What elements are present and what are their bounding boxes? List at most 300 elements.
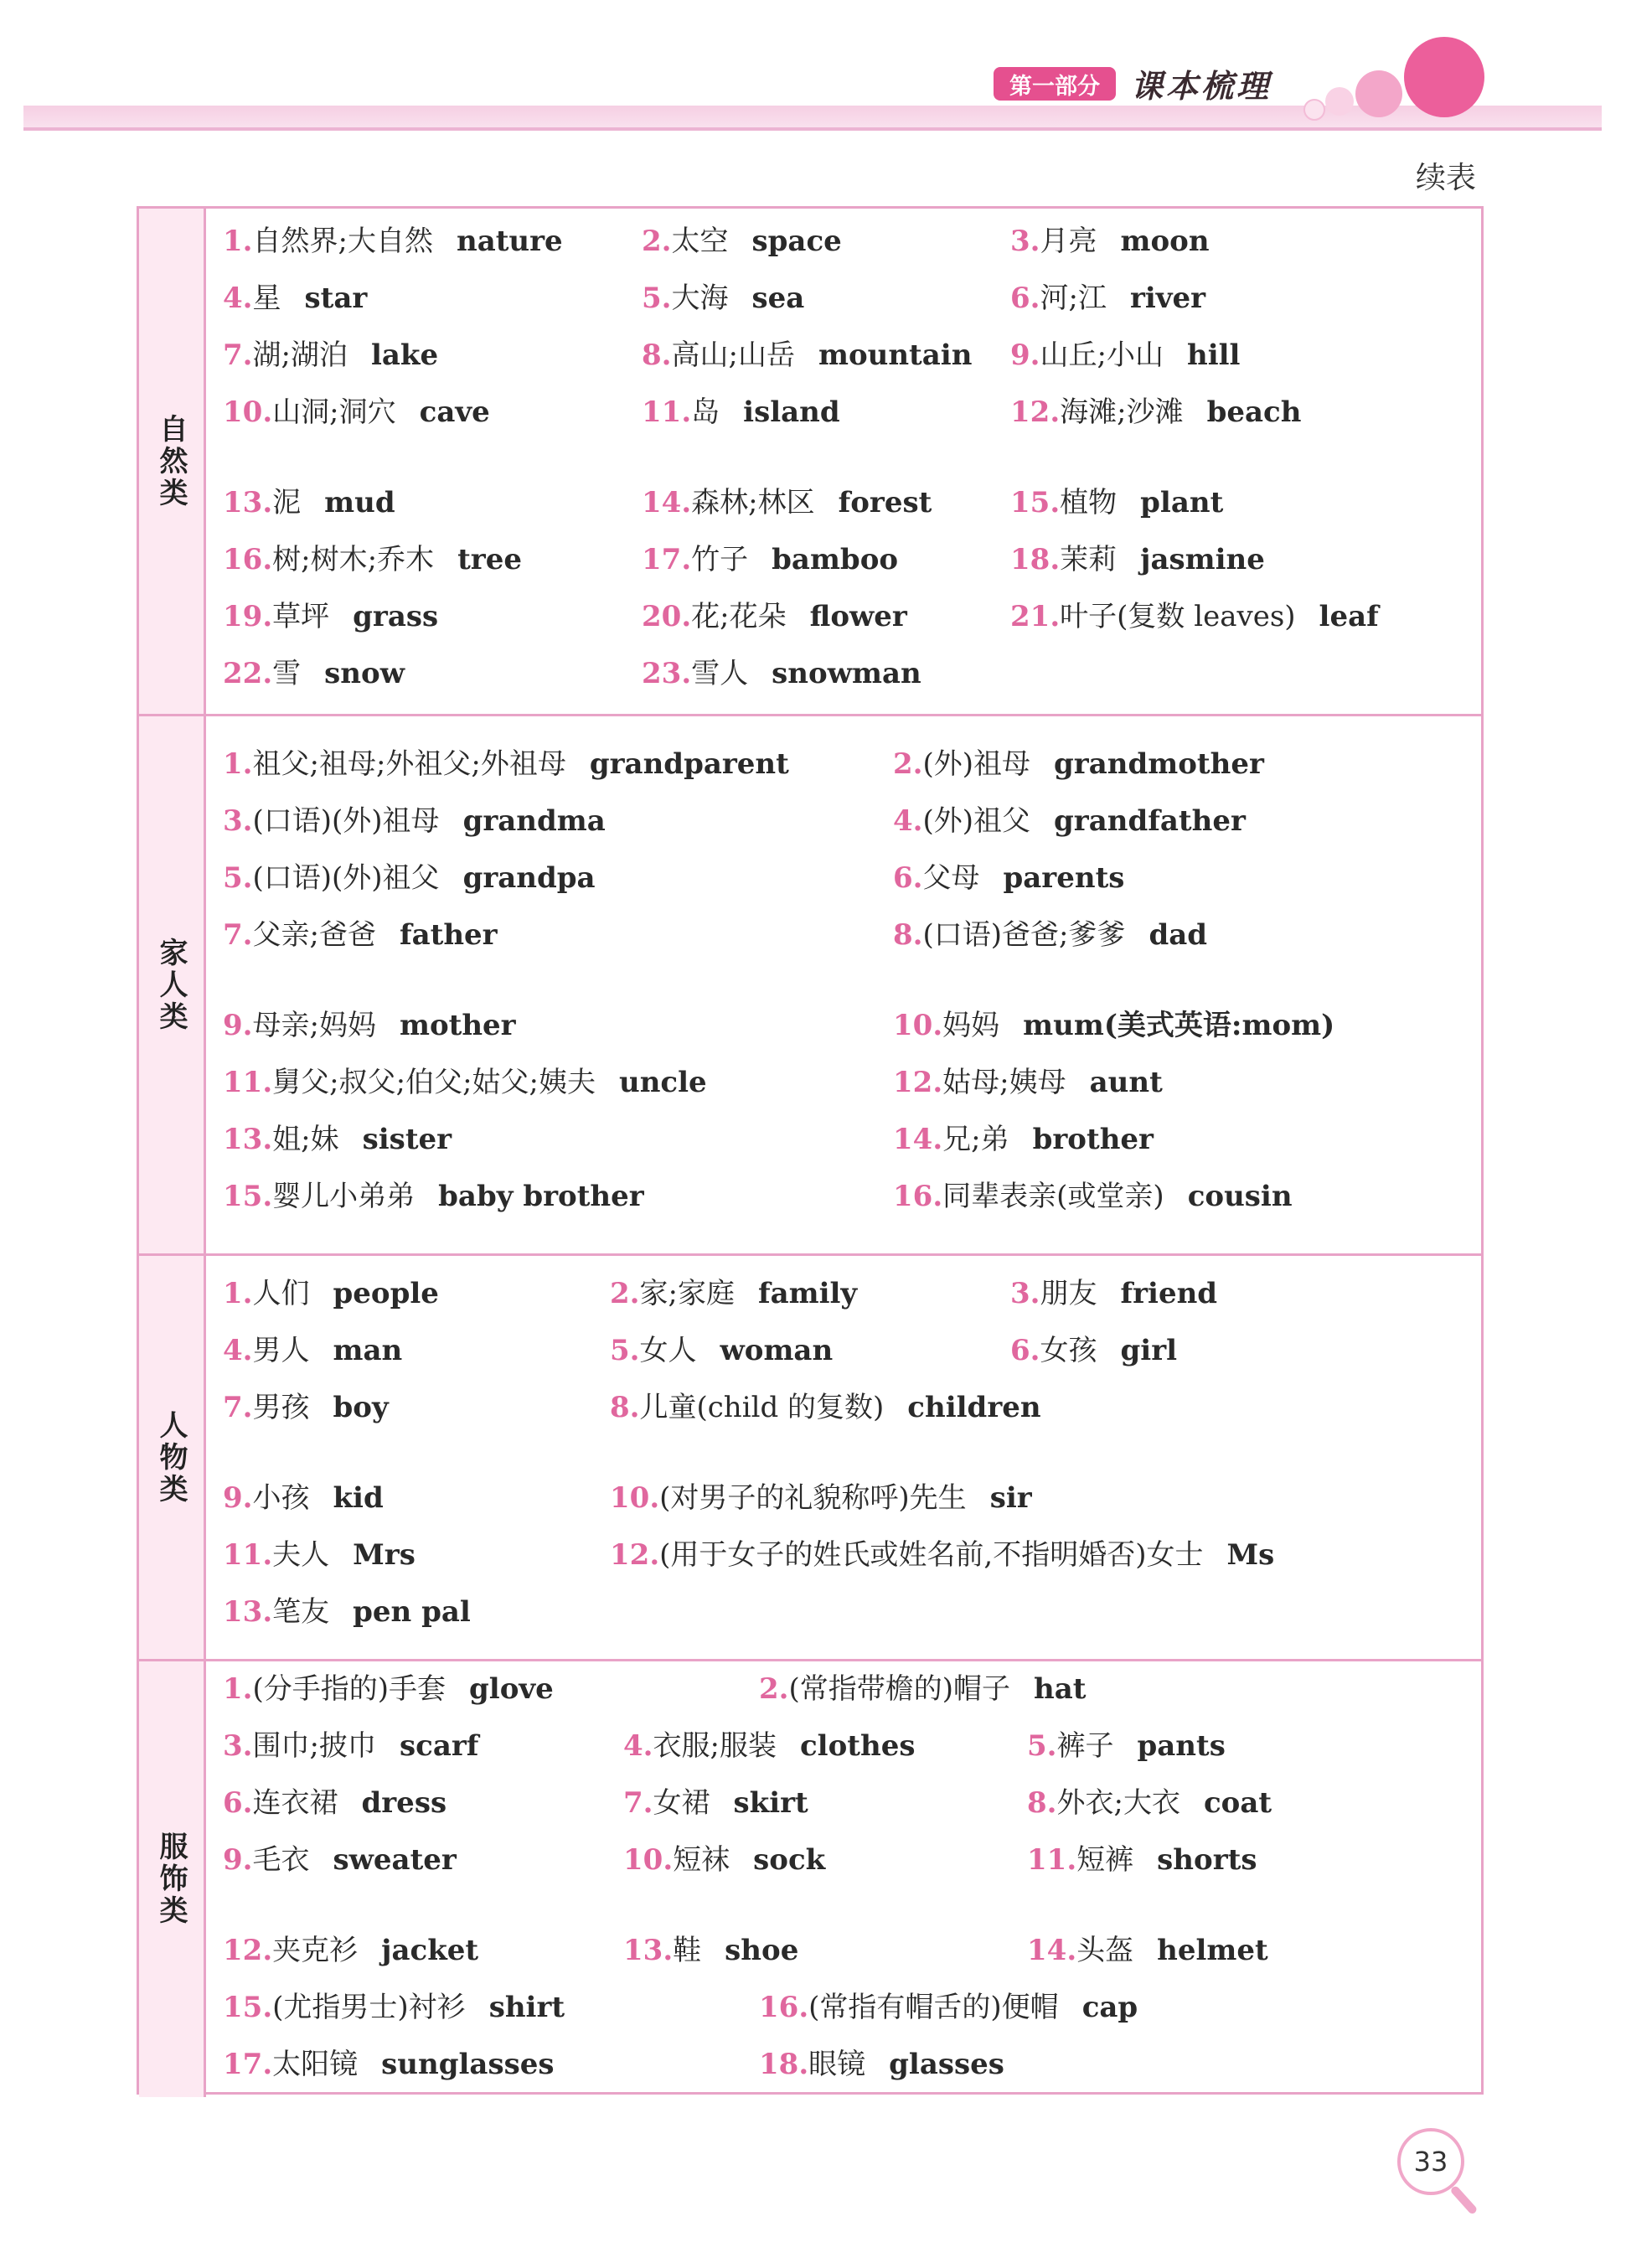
english-word: shorts xyxy=(1157,1843,1257,1877)
english-word: star xyxy=(304,282,368,315)
entry-number: 12. xyxy=(610,1538,660,1572)
category-cell xyxy=(139,1256,206,1659)
vocab-entry xyxy=(223,659,405,688)
chinese-meaning: 山洞;洞穴 xyxy=(272,395,396,429)
entry-number: 13. xyxy=(223,1595,273,1629)
chinese-meaning: 高山;山岳 xyxy=(671,338,795,372)
english-word: grandparent xyxy=(589,747,789,781)
english-word: friend xyxy=(1120,1277,1218,1310)
vocab-entry xyxy=(1010,338,1241,372)
english-word: grandpa xyxy=(462,861,596,895)
vocab-entry xyxy=(223,602,438,631)
chinese-meaning: (常指有帽舌的)便帽 xyxy=(808,1991,1059,2024)
entry-number: 23. xyxy=(642,657,692,690)
chinese-meaning: 月亮 xyxy=(1040,225,1097,258)
vocab-entry xyxy=(1027,1729,1226,1763)
entry-number: 7. xyxy=(223,1391,253,1424)
vocab-entry xyxy=(223,338,439,372)
english-word: sir xyxy=(989,1481,1032,1515)
vocab-entry xyxy=(223,1125,452,1154)
entry-number: 2. xyxy=(759,1672,789,1706)
chinese-meaning: 太空 xyxy=(671,225,729,258)
english-word: boy xyxy=(333,1391,389,1424)
english-word: dad xyxy=(1149,918,1208,952)
entry-number: 4. xyxy=(223,282,253,315)
vocab-entry xyxy=(1010,602,1379,631)
entry-number: 13. xyxy=(623,1934,674,1967)
english-word: cap xyxy=(1081,1991,1138,2024)
entry-number: 16. xyxy=(223,543,273,576)
entry-number: 5. xyxy=(642,282,672,315)
entry-number: 22. xyxy=(223,657,273,690)
chinese-meaning: 星 xyxy=(252,282,281,315)
vocab-entry xyxy=(610,1393,1041,1422)
chinese-meaning: 鞋 xyxy=(673,1934,702,1967)
chinese-meaning: 人们 xyxy=(252,1277,310,1310)
chinese-meaning: 太阳镜 xyxy=(272,2048,359,2081)
entry-number: 1. xyxy=(223,747,253,781)
entry-number: 11. xyxy=(1027,1843,1077,1877)
english-word: mum(美式英语:mom) xyxy=(1023,1009,1335,1042)
vocab-entry xyxy=(223,804,606,838)
english-word: children xyxy=(907,1391,1041,1424)
vocabulary-table xyxy=(137,206,1484,2095)
entry-number: 11. xyxy=(223,1066,273,1099)
entry-number: 13. xyxy=(223,1123,273,1156)
vocab-entry xyxy=(1010,545,1265,574)
category-cell xyxy=(139,1661,206,2097)
vocab-entry xyxy=(223,1936,478,1965)
english-word: leaf xyxy=(1319,600,1379,633)
english-word: clothes xyxy=(799,1729,916,1763)
english-word: beach xyxy=(1206,395,1302,429)
vocab-entry xyxy=(893,1068,1163,1097)
chinese-meaning: 夫人 xyxy=(272,1538,330,1572)
english-word: flower xyxy=(809,600,907,633)
category-label: 自然类 xyxy=(154,413,188,509)
entry-number: 8. xyxy=(1027,1786,1057,1820)
english-word: scarf xyxy=(399,1729,479,1763)
entry-number: 10. xyxy=(623,1843,674,1877)
vocab-entry xyxy=(1010,1279,1217,1308)
chinese-meaning: 男孩 xyxy=(252,1391,310,1424)
english-word: aunt xyxy=(1089,1066,1163,1099)
vocab-entry xyxy=(223,1393,389,1422)
vocab-entry xyxy=(223,2050,555,2079)
entry-number: 1. xyxy=(223,1672,253,1706)
vocab-entry xyxy=(623,1843,826,1877)
entry-number: 6. xyxy=(1010,282,1040,315)
english-word: grandmother xyxy=(1054,747,1264,781)
vocab-entry xyxy=(610,1336,833,1365)
entry-number: 9. xyxy=(223,1481,253,1515)
english-word: baby brother xyxy=(438,1180,644,1213)
chinese-meaning: 女人 xyxy=(639,1334,697,1367)
entry-number: 20. xyxy=(642,600,692,633)
chinese-meaning: 婴儿小弟弟 xyxy=(272,1180,416,1213)
entry-number: 3. xyxy=(1010,225,1040,258)
chinese-meaning: 树;树木;乔木 xyxy=(272,543,435,576)
vocab-entry xyxy=(623,1729,916,1763)
entry-number: 8. xyxy=(642,338,672,372)
vocab-entry xyxy=(610,1481,1032,1515)
section-4 xyxy=(139,1661,1481,2097)
chinese-meaning: 河;江 xyxy=(1040,282,1107,315)
chinese-meaning: 朋友 xyxy=(1040,1277,1097,1310)
english-word: coat xyxy=(1203,1786,1272,1820)
english-word: glove xyxy=(469,1672,554,1706)
decorative-circle xyxy=(1303,99,1325,121)
english-word: uncle xyxy=(618,1066,707,1099)
english-word: tree xyxy=(457,543,522,576)
entry-number: 15. xyxy=(223,1180,273,1213)
chinese-meaning: 同辈表亲(或堂亲) xyxy=(942,1180,1164,1213)
vocab-entry xyxy=(223,1011,516,1040)
entry-number: 10. xyxy=(223,395,273,429)
chinese-meaning: 草坪 xyxy=(272,600,330,633)
english-word: snowman xyxy=(772,657,921,690)
part-badge: 第一部分 xyxy=(994,67,1116,101)
chinese-meaning: (外)祖父 xyxy=(922,804,1031,838)
english-word: Mrs xyxy=(353,1538,416,1572)
chinese-meaning: 山丘;小山 xyxy=(1040,338,1164,372)
english-word: mother xyxy=(399,1009,516,1042)
chinese-meaning: 森林;林区 xyxy=(691,486,815,519)
english-word: plant xyxy=(1140,486,1224,519)
vocab-entry xyxy=(1027,1843,1257,1877)
english-word: brother xyxy=(1032,1123,1154,1156)
entry-number: 3. xyxy=(1010,1277,1040,1310)
english-word: man xyxy=(333,1334,403,1367)
vocab-entry xyxy=(642,395,840,429)
entry-number: 18. xyxy=(759,2048,809,2081)
english-word: pen pal xyxy=(353,1595,471,1629)
vocab-entry xyxy=(223,1729,479,1763)
chinese-meaning: 海滩;沙滩 xyxy=(1060,395,1184,429)
chinese-meaning: (外)祖母 xyxy=(922,747,1031,781)
english-word: dress xyxy=(361,1786,447,1820)
english-word: cousin xyxy=(1187,1180,1293,1213)
entry-number: 2. xyxy=(610,1277,640,1310)
chinese-meaning: 花;花朵 xyxy=(691,600,787,633)
decorative-circle xyxy=(1325,87,1354,116)
vocab-entry xyxy=(223,1336,402,1365)
english-word: grandfather xyxy=(1054,804,1246,838)
vocab-entry xyxy=(893,747,1264,781)
english-word: shoe xyxy=(725,1934,799,1967)
entry-number: 4. xyxy=(893,804,923,838)
english-word: bamboo xyxy=(772,543,899,576)
section-title: 课本梳理 xyxy=(1131,67,1272,105)
english-word: grass xyxy=(353,600,439,633)
english-word: woman xyxy=(720,1334,834,1367)
english-word: sock xyxy=(753,1843,826,1877)
continued-label: 续表 xyxy=(1416,161,1477,195)
vocab-entry xyxy=(893,1011,1334,1040)
chinese-meaning: 儿童(child 的复数) xyxy=(639,1391,885,1424)
chinese-meaning: 短袜 xyxy=(673,1843,730,1877)
english-word: parents xyxy=(1003,861,1125,895)
english-word: pants xyxy=(1137,1729,1226,1763)
chinese-meaning: 茉莉 xyxy=(1060,543,1118,576)
chinese-meaning: 头盔 xyxy=(1076,1934,1134,1967)
entry-number: 18. xyxy=(1010,543,1061,576)
chinese-meaning: (常指带檐的)帽子 xyxy=(788,1672,1011,1706)
entry-number: 9. xyxy=(223,1009,253,1042)
english-word: shirt xyxy=(488,1991,565,2024)
chinese-meaning: 裤子 xyxy=(1056,1729,1114,1763)
vocab-entry xyxy=(1010,488,1223,517)
section-3 xyxy=(139,1256,1481,1661)
vocab-entry xyxy=(223,545,522,574)
vocab-entry xyxy=(1010,284,1205,313)
chinese-meaning: 外衣;大衣 xyxy=(1056,1786,1180,1820)
entry-number: 9. xyxy=(1010,338,1040,372)
vocab-entry xyxy=(1010,1336,1177,1365)
english-word: snow xyxy=(324,657,405,690)
entry-number: 8. xyxy=(610,1391,640,1424)
english-word: forest xyxy=(838,486,932,519)
vocab-entry xyxy=(223,1481,384,1515)
magnifier-handle-icon xyxy=(1449,2185,1478,2215)
english-word: Ms xyxy=(1226,1538,1275,1572)
vocab-entry xyxy=(623,1786,808,1820)
chinese-meaning: 连衣裙 xyxy=(252,1786,338,1820)
english-word: father xyxy=(399,918,498,952)
chinese-meaning: (尤指男士)衬衫 xyxy=(272,1991,466,2024)
category-label: 人物类 xyxy=(154,1409,188,1506)
vocab-entry xyxy=(223,1182,644,1211)
chinese-meaning: 小孩 xyxy=(252,1481,310,1515)
vocab-entry xyxy=(893,861,1125,895)
entry-number: 9. xyxy=(223,1843,253,1877)
vocab-entry xyxy=(223,1279,439,1308)
chinese-meaning: 父亲;爸爸 xyxy=(252,918,376,952)
entry-number: 3. xyxy=(223,1729,253,1763)
entry-number: 5. xyxy=(610,1334,640,1367)
chinese-meaning: 自然界;大自然 xyxy=(252,225,433,258)
vocab-entry xyxy=(610,1538,1275,1572)
category-cell xyxy=(139,209,206,714)
vocab-entry xyxy=(623,1936,798,1965)
vocab-entry xyxy=(642,659,921,688)
entry-number: 1. xyxy=(223,225,253,258)
chinese-meaning: 雪人 xyxy=(691,657,749,690)
english-word: sea xyxy=(751,282,805,315)
english-word: jasmine xyxy=(1140,543,1265,576)
vocab-entry xyxy=(1010,395,1302,429)
chinese-meaning: 笔友 xyxy=(272,1595,330,1629)
english-word: nature xyxy=(456,225,563,258)
vocab-entry xyxy=(893,804,1246,838)
chinese-meaning: (分手指的)手套 xyxy=(252,1672,447,1706)
entry-number: 19. xyxy=(223,600,273,633)
english-word: people xyxy=(333,1277,439,1310)
chinese-meaning: 围巾;披巾 xyxy=(252,1729,376,1763)
entry-number: 13. xyxy=(223,486,273,519)
entry-number: 14. xyxy=(893,1123,943,1156)
chinese-meaning: 兄;弟 xyxy=(942,1123,1009,1156)
entry-number: 6. xyxy=(893,861,923,895)
english-word: glasses xyxy=(889,2048,1004,2081)
entry-number: 14. xyxy=(1027,1934,1077,1967)
chinese-meaning: (口语)(外)祖母 xyxy=(252,804,440,838)
vocab-entry xyxy=(610,1279,857,1308)
chinese-meaning: 女裙 xyxy=(653,1786,710,1820)
english-word: space xyxy=(751,225,842,258)
vocab-entry xyxy=(223,227,563,256)
english-word: mud xyxy=(324,486,395,519)
chinese-meaning: 男人 xyxy=(252,1334,310,1367)
decorative-circle xyxy=(1404,37,1484,117)
chinese-meaning: 竹子 xyxy=(691,543,749,576)
chinese-meaning: 湖;湖泊 xyxy=(252,338,348,372)
chinese-meaning: 家;家庭 xyxy=(639,1277,735,1310)
section-2 xyxy=(139,716,1481,1256)
english-word: mountain xyxy=(818,338,973,372)
entry-number: 12. xyxy=(1010,395,1061,429)
chinese-meaning: 父母 xyxy=(922,861,980,895)
entry-number: 8. xyxy=(893,918,923,952)
chinese-meaning: 姐;妹 xyxy=(272,1123,339,1156)
vocab-entry xyxy=(223,1595,471,1629)
vocab-entry xyxy=(223,395,490,429)
entry-number: 17. xyxy=(223,2048,273,2081)
entry-number: 11. xyxy=(223,1538,273,1572)
vocab-entry xyxy=(223,284,367,313)
entry-number: 17. xyxy=(642,543,692,576)
chinese-meaning: 大海 xyxy=(671,282,729,315)
english-word: girl xyxy=(1120,1334,1178,1367)
vocab-entry xyxy=(223,1068,707,1097)
vocab-entry xyxy=(223,1672,554,1706)
vocab-entry xyxy=(642,602,907,631)
entry-number: 2. xyxy=(642,225,672,258)
vocab-entry xyxy=(223,1993,565,2022)
chinese-meaning: 母亲;妈妈 xyxy=(252,1009,376,1042)
english-word: grandma xyxy=(462,804,606,838)
entry-number: 10. xyxy=(893,1009,943,1042)
english-word: helmet xyxy=(1157,1934,1268,1967)
english-word: moon xyxy=(1120,225,1210,258)
vocab-entry xyxy=(223,1786,447,1820)
english-word: island xyxy=(743,395,840,429)
category-cell xyxy=(139,716,206,1253)
chinese-meaning: 舅父;叔父;伯父;姑父;姨夫 xyxy=(272,1066,596,1099)
vocab-entry xyxy=(223,747,789,781)
vocab-entry xyxy=(223,918,498,952)
chinese-meaning: 眼镜 xyxy=(808,2048,866,2081)
vocab-entry xyxy=(642,545,898,574)
chinese-meaning: 姑母;姨母 xyxy=(942,1066,1066,1099)
vocab-entry xyxy=(223,1843,457,1877)
english-word: cave xyxy=(419,395,490,429)
vocab-entry xyxy=(642,488,932,517)
vocab-entry xyxy=(642,338,973,372)
chinese-meaning: 植物 xyxy=(1060,486,1118,519)
vocab-entry xyxy=(1027,1936,1268,1965)
vocab-entry xyxy=(759,1993,1138,2022)
entry-number: 12. xyxy=(893,1066,943,1099)
chinese-meaning: 夹克衫 xyxy=(272,1934,359,1967)
category-label: 家人类 xyxy=(154,937,188,1033)
entry-number: 10. xyxy=(610,1481,660,1515)
entry-number: 21. xyxy=(1010,600,1061,633)
chinese-meaning: 岛 xyxy=(691,395,720,429)
entry-number: 15. xyxy=(1010,486,1061,519)
chinese-meaning: (用于女子的姓氏或姓名前,不指明婚否)女士 xyxy=(659,1538,1204,1572)
english-word: lake xyxy=(370,338,439,372)
page-number: 33 xyxy=(1397,2128,1464,2195)
english-word: sunglasses xyxy=(381,2048,555,2081)
english-word: hill xyxy=(1186,338,1241,372)
vocab-entry xyxy=(759,2050,1004,2079)
entry-number: 6. xyxy=(223,1786,253,1820)
vocab-entry xyxy=(642,227,842,256)
entry-number: 2. xyxy=(893,747,923,781)
vocab-entry xyxy=(223,1538,416,1572)
vocab-entry xyxy=(759,1672,1087,1706)
vocab-entry xyxy=(223,488,395,517)
chinese-meaning: 女孩 xyxy=(1040,1334,1097,1367)
english-word: river xyxy=(1129,282,1206,315)
vocab-entry xyxy=(893,918,1208,952)
entry-number: 5. xyxy=(223,861,253,895)
chinese-meaning: (口语)(外)祖父 xyxy=(252,861,440,895)
vocab-entry xyxy=(223,861,596,895)
page-number-badge xyxy=(1397,2128,1464,2195)
chinese-meaning: 妈妈 xyxy=(942,1009,1000,1042)
entry-number: 11. xyxy=(642,395,692,429)
chinese-meaning: (对男子的礼貌称呼)先生 xyxy=(659,1481,967,1515)
chinese-meaning: 祖父;祖母;外祖父;外祖母 xyxy=(252,747,566,781)
entry-number: 5. xyxy=(1027,1729,1057,1763)
header-divider xyxy=(23,127,1602,131)
entry-number: 4. xyxy=(223,1334,253,1367)
english-word: sweater xyxy=(333,1843,457,1877)
entry-number: 7. xyxy=(623,1786,653,1820)
category-label: 服饰类 xyxy=(154,1831,188,1927)
english-word: kid xyxy=(333,1481,384,1515)
english-word: skirt xyxy=(733,1786,808,1820)
english-word: sister xyxy=(362,1123,452,1156)
entry-number: 6. xyxy=(1010,1334,1040,1367)
entry-number: 3. xyxy=(223,804,253,838)
vocab-entry xyxy=(1027,1786,1272,1820)
chinese-meaning: 短裤 xyxy=(1076,1843,1134,1877)
vocab-entry xyxy=(1010,227,1210,256)
english-word: family xyxy=(757,1277,858,1310)
entry-number: 16. xyxy=(759,1991,809,2024)
entry-number: 7. xyxy=(223,338,253,372)
chinese-meaning: 雪 xyxy=(272,657,302,690)
chinese-meaning: 泥 xyxy=(272,486,302,519)
chinese-meaning: 衣服;服装 xyxy=(653,1729,777,1763)
vocab-entry xyxy=(893,1125,1154,1154)
vocab-entry xyxy=(642,284,804,313)
entry-number: 1. xyxy=(223,1277,253,1310)
entry-number: 12. xyxy=(223,1934,273,1967)
english-word: hat xyxy=(1034,1672,1087,1706)
chinese-meaning: 叶子(复数 leaves) xyxy=(1060,600,1296,633)
entry-number: 16. xyxy=(893,1180,943,1213)
chinese-meaning: 毛衣 xyxy=(252,1843,310,1877)
entry-number: 14. xyxy=(642,486,692,519)
decorative-circle xyxy=(1355,70,1402,117)
entry-number: 15. xyxy=(223,1991,273,2024)
entry-number: 4. xyxy=(623,1729,653,1763)
entry-number: 7. xyxy=(223,918,253,952)
